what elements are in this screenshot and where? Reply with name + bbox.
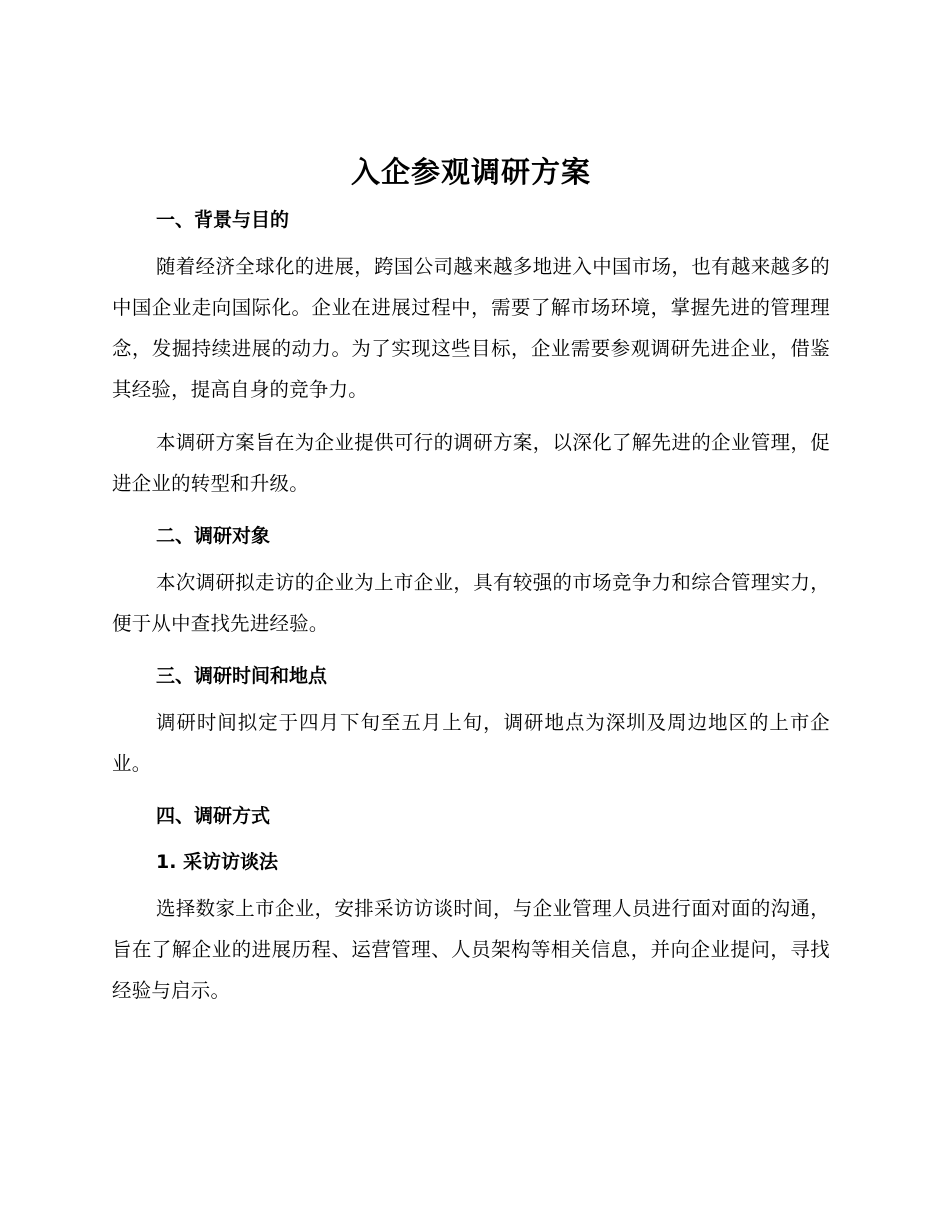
- section-heading-research-method: 四、调研方式: [156, 805, 271, 827]
- subheading-interview-method: 1. 采访访谈法: [156, 851, 279, 873]
- paragraph-background-2: 本调研方案旨在为企业提供可行的调研方案，以深化了解先进的企业管理，促进企业的转型和升级。: [112, 431, 830, 495]
- paragraph-interview-method: 选择数家上市企业，安排采访访谈时间，与企业管理人员进行面对面的沟通，旨在了解企业的进展历程、运营管理、人员架构等相关信息，并向企业提问，寻找经验与启示。: [112, 897, 830, 1002]
- paragraph-time-location: 调研时间拟定于四月下旬至五月上旬，调研地点为深圳及周边地区的上市企业。: [112, 711, 830, 775]
- section-heading-time-location: 三、调研时间和地点: [156, 665, 328, 687]
- document-page: [112, 148, 830, 1011]
- document-title: 入企参观调研方案: [350, 155, 591, 189]
- section-heading-research-target: 二、调研对象: [156, 525, 271, 547]
- section-heading-background: 一、背景与目的: [156, 209, 290, 231]
- paragraph-research-target: 本次调研拟走访的企业为上市企业，具有较强的市场竞争力和综合管理实力，便于从中查找先进经验。: [112, 571, 830, 635]
- paragraph-background-1: 随着经济全球化的进展，跨国公司越来越多地进入中国市场，也有越来越多的中国企业走向国际化。企业在进展过程中，需要了解市场环境，掌握先进的管理理念，发掘持续进展的动力。为了实现这些目标，企业需要参观调研先进企业，借鉴其经验，提高自身的竞争力。: [112, 255, 830, 401]
